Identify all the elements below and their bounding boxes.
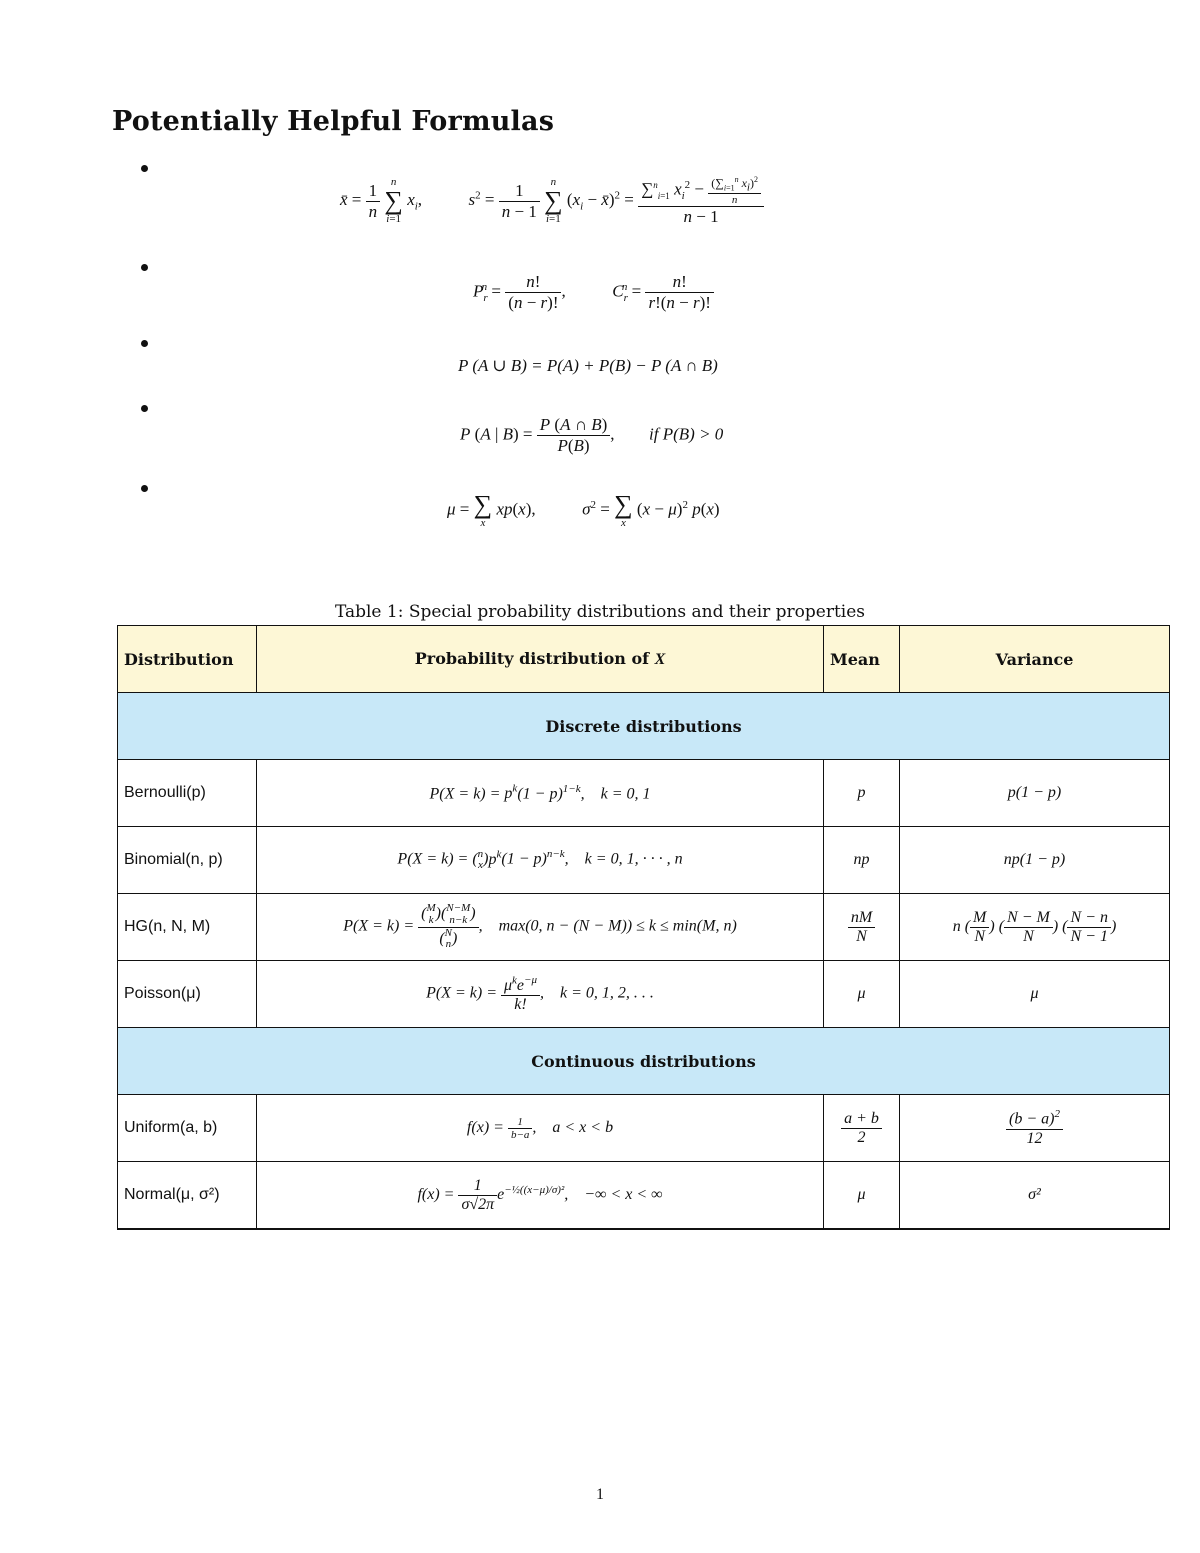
header-variance: Variance: [900, 626, 1170, 693]
section-label-discrete: Discrete distributions: [118, 693, 1170, 760]
table-row-poisson: [118, 961, 1170, 1028]
bullet-1: [141, 165, 148, 172]
formula-union: P (A ∪ B) = P(A) + P(B) − P (A ∩ B): [458, 356, 718, 375]
table-row-uniform: [118, 1095, 1170, 1162]
binomial-name: Binomial(n, p): [118, 827, 257, 894]
poisson-pmf: P(X = k) = $\frac{\mu^ke^{-\mu}}{k!}$ , k = 0, 1, 2, . . .: [257, 961, 824, 1028]
bullet-5: [141, 485, 148, 492]
table-row-bernoulli: [118, 760, 1170, 827]
uniform-pdf: f(x) = $\frac{1}{b-a}$ , a < x < b: [257, 1095, 824, 1162]
table-row-normal: [118, 1162, 1170, 1230]
header-distribution: Distribution: [118, 626, 257, 693]
formula-permutation-combination: $P_r^n$ = $\frac{n!}{(n - r)!}$ , $C_r^n$ = $\frac{n!}{r!(n - r)!}$: [473, 272, 714, 313]
uniform-variance: $\frac{(b - a)^2}{12}$: [900, 1095, 1170, 1162]
hg-mean: $\frac{nM}{N}$: [824, 894, 900, 961]
section-discrete: [118, 693, 1170, 760]
section-label-continuous: Continuous distributions: [118, 1028, 1170, 1095]
bernoulli-mean: p: [824, 760, 900, 827]
page-title: Potentially Helpful Formulas: [112, 106, 555, 137]
normal-name: Normal(μ, σ²): [118, 1162, 257, 1230]
poisson-mean: μ: [824, 961, 900, 1028]
binomial-pmf: P(X = k) = (n $x)p^k(1 - p)^{n-k}$, k = 0, 1, · · · , n: [257, 827, 824, 894]
normal-pdf: f(x) = $\frac{1}{\sigma√2\pi}$ $e^{-\frac{1}{2}((x-\mu)/\sigma)^2}$, −∞ < x < ∞: [257, 1162, 824, 1230]
formula-expectation: μ = ∑ x xp(x), $\sigma^2$ = ∑ x $(x - \mu)^2$ p(x): [447, 490, 720, 529]
hg-name: HG(n, N, M): [118, 894, 257, 961]
bernoulli-variance: p(1 − p): [900, 760, 1170, 827]
formula-conditional: P (A | B) = $\frac{P (A \cap B)}{P(B)}$ , if P(B) > 0: [460, 415, 724, 455]
page-number: 1: [596, 1486, 604, 1503]
section-continuous: [118, 1028, 1170, 1095]
header-mean: Mean: [824, 626, 900, 693]
hg-pmf: P(X = k) = (M k )(N−M n−k ) (N n) , max(0, n − (N − M)) ≤ k ≤ min(M, n): [257, 894, 824, 961]
poisson-variance: μ: [900, 961, 1170, 1028]
table-caption: Table 1: Special probability distributions and their properties: [334, 602, 866, 622]
bullet-3: [141, 340, 148, 347]
bullet-2: [141, 264, 148, 271]
binomial-variance: np(1 − p): [900, 827, 1170, 894]
poisson-name: Poisson(μ): [118, 961, 257, 1028]
bernoulli-pmf: $P(X = k) = p^k(1 - p)^{1-k}$, k = 0, 1: [257, 760, 824, 827]
binomial-mean: np: [824, 827, 900, 894]
bernoulli-name: Bernoulli(p): [118, 760, 257, 827]
normal-variance: σ²: [900, 1162, 1170, 1230]
table-header-row: [118, 626, 1170, 693]
table-row-hypergeometric: [118, 894, 1170, 961]
header-probability: Probability distribution of X: [257, 626, 824, 693]
table-row-binomial: [118, 827, 1170, 894]
bullet-4: [141, 405, 148, 412]
uniform-mean: $\frac{a + b}{2}$: [824, 1095, 900, 1162]
uniform-name: Uniform(a, b): [118, 1095, 257, 1162]
formula-mean-variance: x̄ = $\frac{1}{n}$ n ∑ i=1 $x_i$, $s^2$ = $\frac{1}{n - 1}$ n ∑ i=1 ($x_i$ − x̄)$^2$ = ∑$^n_{i=1}$ $x_i^2$ − $\frac{(\sum_{i=1}^n x_i)^2}{n}$ n − 1: [340, 175, 764, 227]
formula-conditional-condition: if P(B) > 0: [649, 424, 724, 444]
distribution-table: [117, 625, 1170, 1230]
hg-variance: n ( $\frac{M}{N}$ ) ( $\frac{N - M}{N}$ ) ( $\frac{N - n}{N - 1}$ ): [900, 894, 1170, 961]
normal-mean: μ: [824, 1162, 900, 1230]
